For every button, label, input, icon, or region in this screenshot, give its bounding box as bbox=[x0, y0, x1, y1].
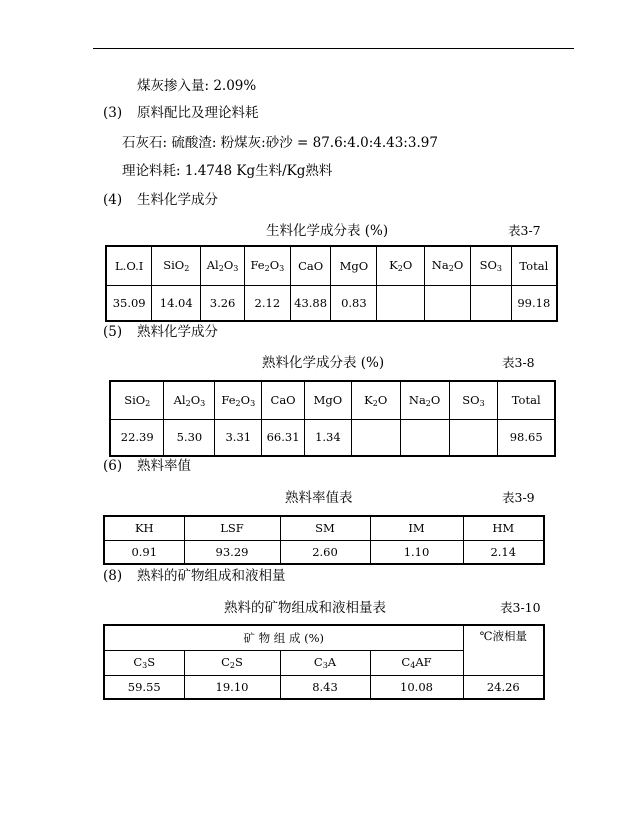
header-cell: KH bbox=[104, 516, 184, 540]
value-cell: 0.83 bbox=[331, 285, 377, 321]
table-header-row bbox=[106, 246, 557, 285]
header-cell: $SO_3$ bbox=[449, 381, 498, 419]
header-cell: Total bbox=[498, 381, 555, 419]
value-cell: 98.65 bbox=[498, 419, 555, 456]
section-3-number: (3) bbox=[103, 105, 123, 121]
table-row bbox=[110, 419, 555, 456]
value-cell bbox=[351, 419, 400, 456]
value-cell: 0.91 bbox=[104, 540, 184, 564]
section-6-title: 熟料率值 bbox=[137, 458, 191, 474]
ratio-line: 石灰石: 硫酸渣: 粉煤灰:砂沙 = 87.6:4.0:4.43:3.97 bbox=[122, 135, 438, 151]
table-header-row bbox=[104, 516, 544, 540]
value-cell: 1.34 bbox=[304, 419, 351, 456]
table-row bbox=[106, 285, 557, 321]
header-cell: $C_3A$ bbox=[280, 650, 370, 675]
header-cell: MgO bbox=[304, 381, 351, 419]
value-cell bbox=[425, 285, 471, 321]
clinker-table-number: 表3-8 bbox=[502, 355, 535, 370]
clinker-table-caption: 熟料化学成分表 (%) bbox=[262, 355, 385, 371]
section-4-number: (4) bbox=[103, 192, 123, 208]
ash-dosage-line: 煤灰掺入量: 2.09% bbox=[137, 78, 257, 94]
moduli-table bbox=[103, 515, 545, 565]
raw-table-number: 表3-7 bbox=[508, 223, 541, 238]
mineral-group-header: 矿 物 组 成 (%) bbox=[104, 625, 463, 650]
header-cell: MgO bbox=[331, 246, 377, 285]
value-cell: 22.39 bbox=[110, 419, 164, 456]
value-cell: 14.04 bbox=[152, 285, 201, 321]
value-cell: 19.10 bbox=[184, 675, 280, 699]
value-cell: 35.09 bbox=[106, 285, 152, 321]
value-cell: 99.18 bbox=[511, 285, 557, 321]
value-cell: 24.26 bbox=[463, 675, 544, 699]
value-cell bbox=[400, 419, 449, 456]
header-cell: SiO$_2$ bbox=[110, 381, 164, 419]
header-cell: SiO$_2$ bbox=[152, 246, 201, 285]
value-cell: 2.12 bbox=[244, 285, 290, 321]
header-cell: CaO bbox=[262, 381, 305, 419]
table-header-row bbox=[104, 625, 544, 650]
header-cell: $Al_2O_3$ bbox=[164, 381, 215, 419]
section-4-title: 生料化学成分 bbox=[137, 192, 218, 208]
value-cell bbox=[449, 419, 498, 456]
table-row bbox=[104, 675, 544, 699]
value-cell: 10.08 bbox=[370, 675, 463, 699]
value-cell: 2.14 bbox=[463, 540, 544, 564]
value-cell: 43.88 bbox=[290, 285, 331, 321]
header-cell: $Al_2O_3$ bbox=[201, 246, 245, 285]
section-8-title: 熟料的矿物组成和液相量 bbox=[137, 568, 286, 584]
value-cell: 1.10 bbox=[370, 540, 463, 564]
value-cell: 93.29 bbox=[184, 540, 280, 564]
clinker-table bbox=[109, 380, 556, 457]
value-cell bbox=[470, 285, 511, 321]
value-cell: 8.43 bbox=[280, 675, 370, 699]
value-cell: 3.31 bbox=[215, 419, 262, 456]
value-cell bbox=[377, 285, 425, 321]
header-cell: Total bbox=[511, 246, 557, 285]
header-cell: SM bbox=[280, 516, 370, 540]
section-5-number: (5) bbox=[103, 324, 123, 340]
header-cell: IM bbox=[370, 516, 463, 540]
table-header-row bbox=[110, 381, 555, 419]
header-cell: HM bbox=[463, 516, 544, 540]
header-cell: $SO_3$ bbox=[470, 246, 511, 285]
section-8-number: (8) bbox=[103, 568, 123, 584]
section-6-number: (6) bbox=[103, 458, 123, 474]
header-cell: CaO bbox=[290, 246, 331, 285]
header-cell: L.O.I bbox=[106, 246, 152, 285]
minerals-table-number: 表3-10 bbox=[500, 600, 541, 615]
header-cell: $Fe_2O_3$ bbox=[244, 246, 290, 285]
section-3-title: 原料配比及理论料耗 bbox=[137, 105, 259, 121]
header-cell: $C_2S$ bbox=[184, 650, 280, 675]
moduli-table-number: 表3-9 bbox=[502, 490, 535, 505]
minerals-table-caption: 熟料的矿物组成和液相量表 bbox=[224, 600, 386, 616]
header-cell: $Na_2O$ bbox=[425, 246, 471, 285]
header-rule bbox=[93, 48, 574, 49]
table-row bbox=[104, 540, 544, 564]
liquid-phase-header: ℃液相量 bbox=[463, 625, 544, 675]
section-5-title: 熟料化学成分 bbox=[137, 324, 218, 340]
value-cell: 3.26 bbox=[201, 285, 245, 321]
value-cell: 66.31 bbox=[262, 419, 305, 456]
header-cell: $C_4AF$ bbox=[370, 650, 463, 675]
value-cell: 59.55 bbox=[104, 675, 184, 699]
header-cell: $Na_2O$ bbox=[400, 381, 449, 419]
header-cell: $K_2O$ bbox=[377, 246, 425, 285]
header-cell: $Fe_2O_3$ bbox=[215, 381, 262, 419]
minerals-table bbox=[103, 624, 545, 700]
consumption-line: 理论料耗: 1.4748 Kg生料/Kg熟料 bbox=[122, 163, 333, 179]
header-cell: $K_2O$ bbox=[351, 381, 400, 419]
header-cell: $C_3S$ bbox=[104, 650, 184, 675]
moduli-table-caption: 熟料率值表 bbox=[285, 490, 353, 506]
raw-meal-table bbox=[105, 245, 558, 322]
raw-table-caption: 生料化学成分表 (%) bbox=[266, 223, 389, 239]
value-cell: 2.60 bbox=[280, 540, 370, 564]
value-cell: 5.30 bbox=[164, 419, 215, 456]
header-cell: LSF bbox=[184, 516, 280, 540]
